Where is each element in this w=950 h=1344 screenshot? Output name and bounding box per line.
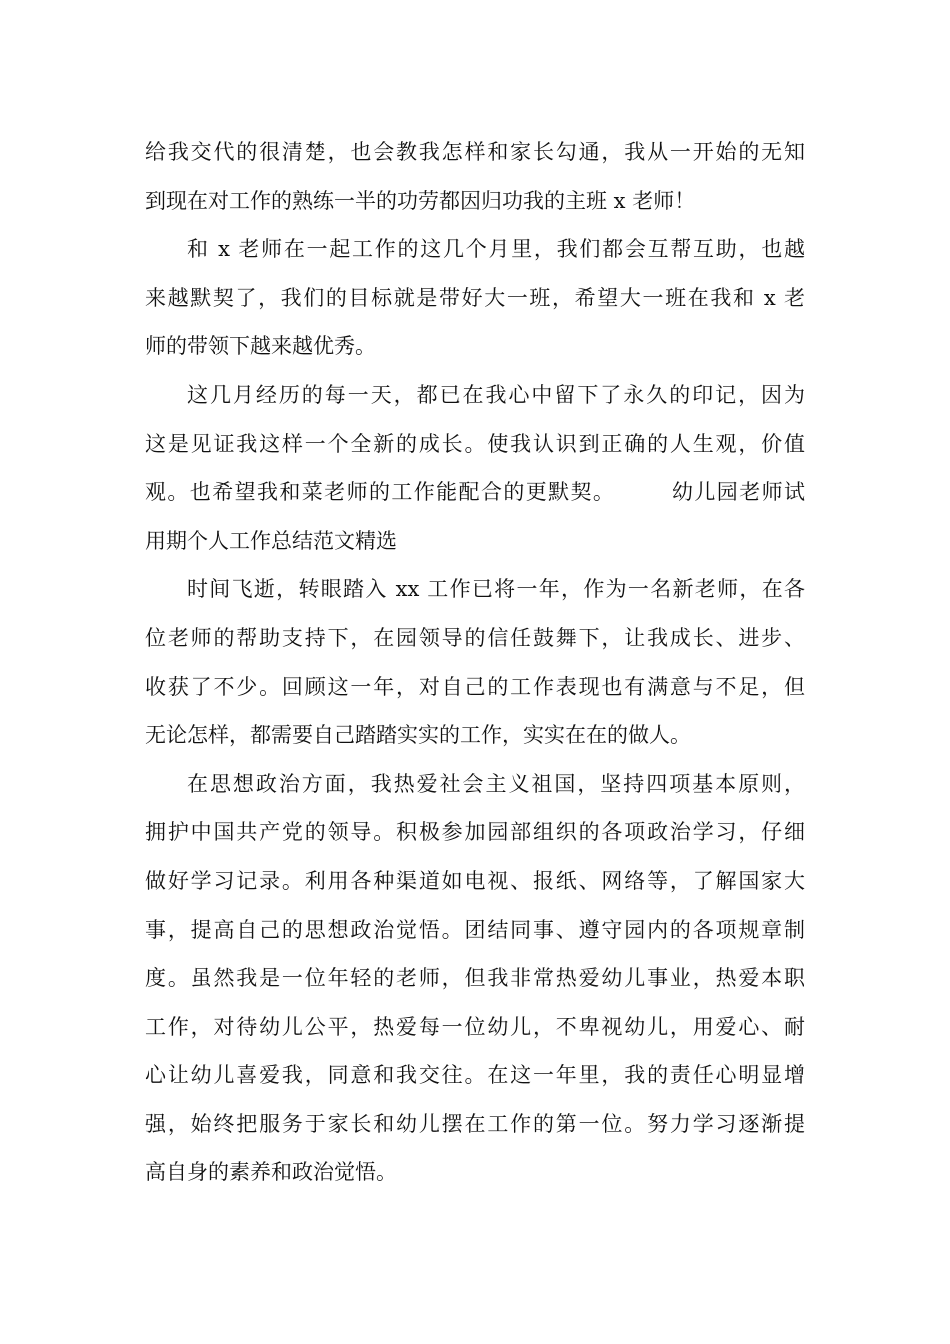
text-line: 观。也希望我和菜老师的工作能配合的更默契。 幼儿园老师试 bbox=[145, 480, 805, 505]
text-line: 在思想政治方面，我热爱社会主义祖国，坚持四项基本原则， bbox=[187, 771, 805, 796]
text-line: 到现在对工作的熟练一半的功劳都因归功我的主班 x 老师！ bbox=[145, 188, 696, 213]
paragraph bbox=[145, 565, 805, 759]
text-line: 无论怎样，都需要自己踏踏实实的工作，实实在在的做人。 bbox=[145, 723, 691, 748]
text-line: 时间飞逝，转眼踏入 xx 工作已将一年，作为一名新老师，在各 bbox=[187, 577, 805, 602]
text-line: 强，始终把服务于家长和幼儿摆在工作的第一位。努力学习逐渐提 bbox=[145, 1111, 805, 1136]
text-line: 和 x 老师在一起工作的这几个月里，我们都会互帮互助，也越 bbox=[187, 237, 805, 262]
paragraph bbox=[145, 128, 805, 225]
text-line: 位老师的帮助支持下，在园领导的信任鼓舞下，让我成长、进步、 bbox=[145, 625, 805, 650]
text-line: 用期个人工作总结范文精选 bbox=[145, 528, 397, 553]
text-line: 这几月经历的每一天，都已在我心中留下了永久的印记，因为 bbox=[187, 382, 805, 407]
text-line: 给我交代的很清楚，也会教我怎样和家长勾通，我从一开始的无知 bbox=[145, 140, 805, 164]
text-line: 高自身的素养和政治觉悟。 bbox=[145, 1160, 397, 1185]
paragraph bbox=[145, 760, 805, 1197]
text-line: 心让幼儿喜爱我，同意和我交往。在这一年里，我的责任心明显增 bbox=[145, 1063, 805, 1088]
text-line: 收获了不少。回顾这一年，对自己的工作表现也有满意与不足，但 bbox=[145, 674, 805, 699]
text-line: 事，提高自己的思想政治觉悟。团结同事、遵守园内的各项规章制 bbox=[145, 917, 805, 942]
text-line: 师的带领下越来越优秀。 bbox=[145, 334, 376, 359]
text-line: 做好学习记录。利用各种渠道如电视、报纸、网络等，了解国家大 bbox=[145, 868, 805, 893]
text-line: 来越默契了，我们的目标就是带好大一班，希望大一班在我和 x 老 bbox=[145, 285, 805, 310]
paragraph bbox=[145, 371, 805, 565]
document-body bbox=[145, 128, 805, 1197]
text-line: 度。虽然我是一位年轻的老师，但我非常热爱幼儿事业，热爱本职 bbox=[145, 966, 805, 991]
text-line: 工作，对待幼儿公平，热爱每一位幼儿，不卑视幼儿，用爱心、耐 bbox=[145, 1014, 805, 1039]
paragraph bbox=[145, 225, 805, 371]
text-line: 这是见证我这样一个全新的成长。使我认识到正确的人生观，价值 bbox=[145, 431, 805, 456]
text-line: 拥护中国共产党的领导。积极参加园部组织的各项政治学习，仔细 bbox=[145, 820, 805, 845]
